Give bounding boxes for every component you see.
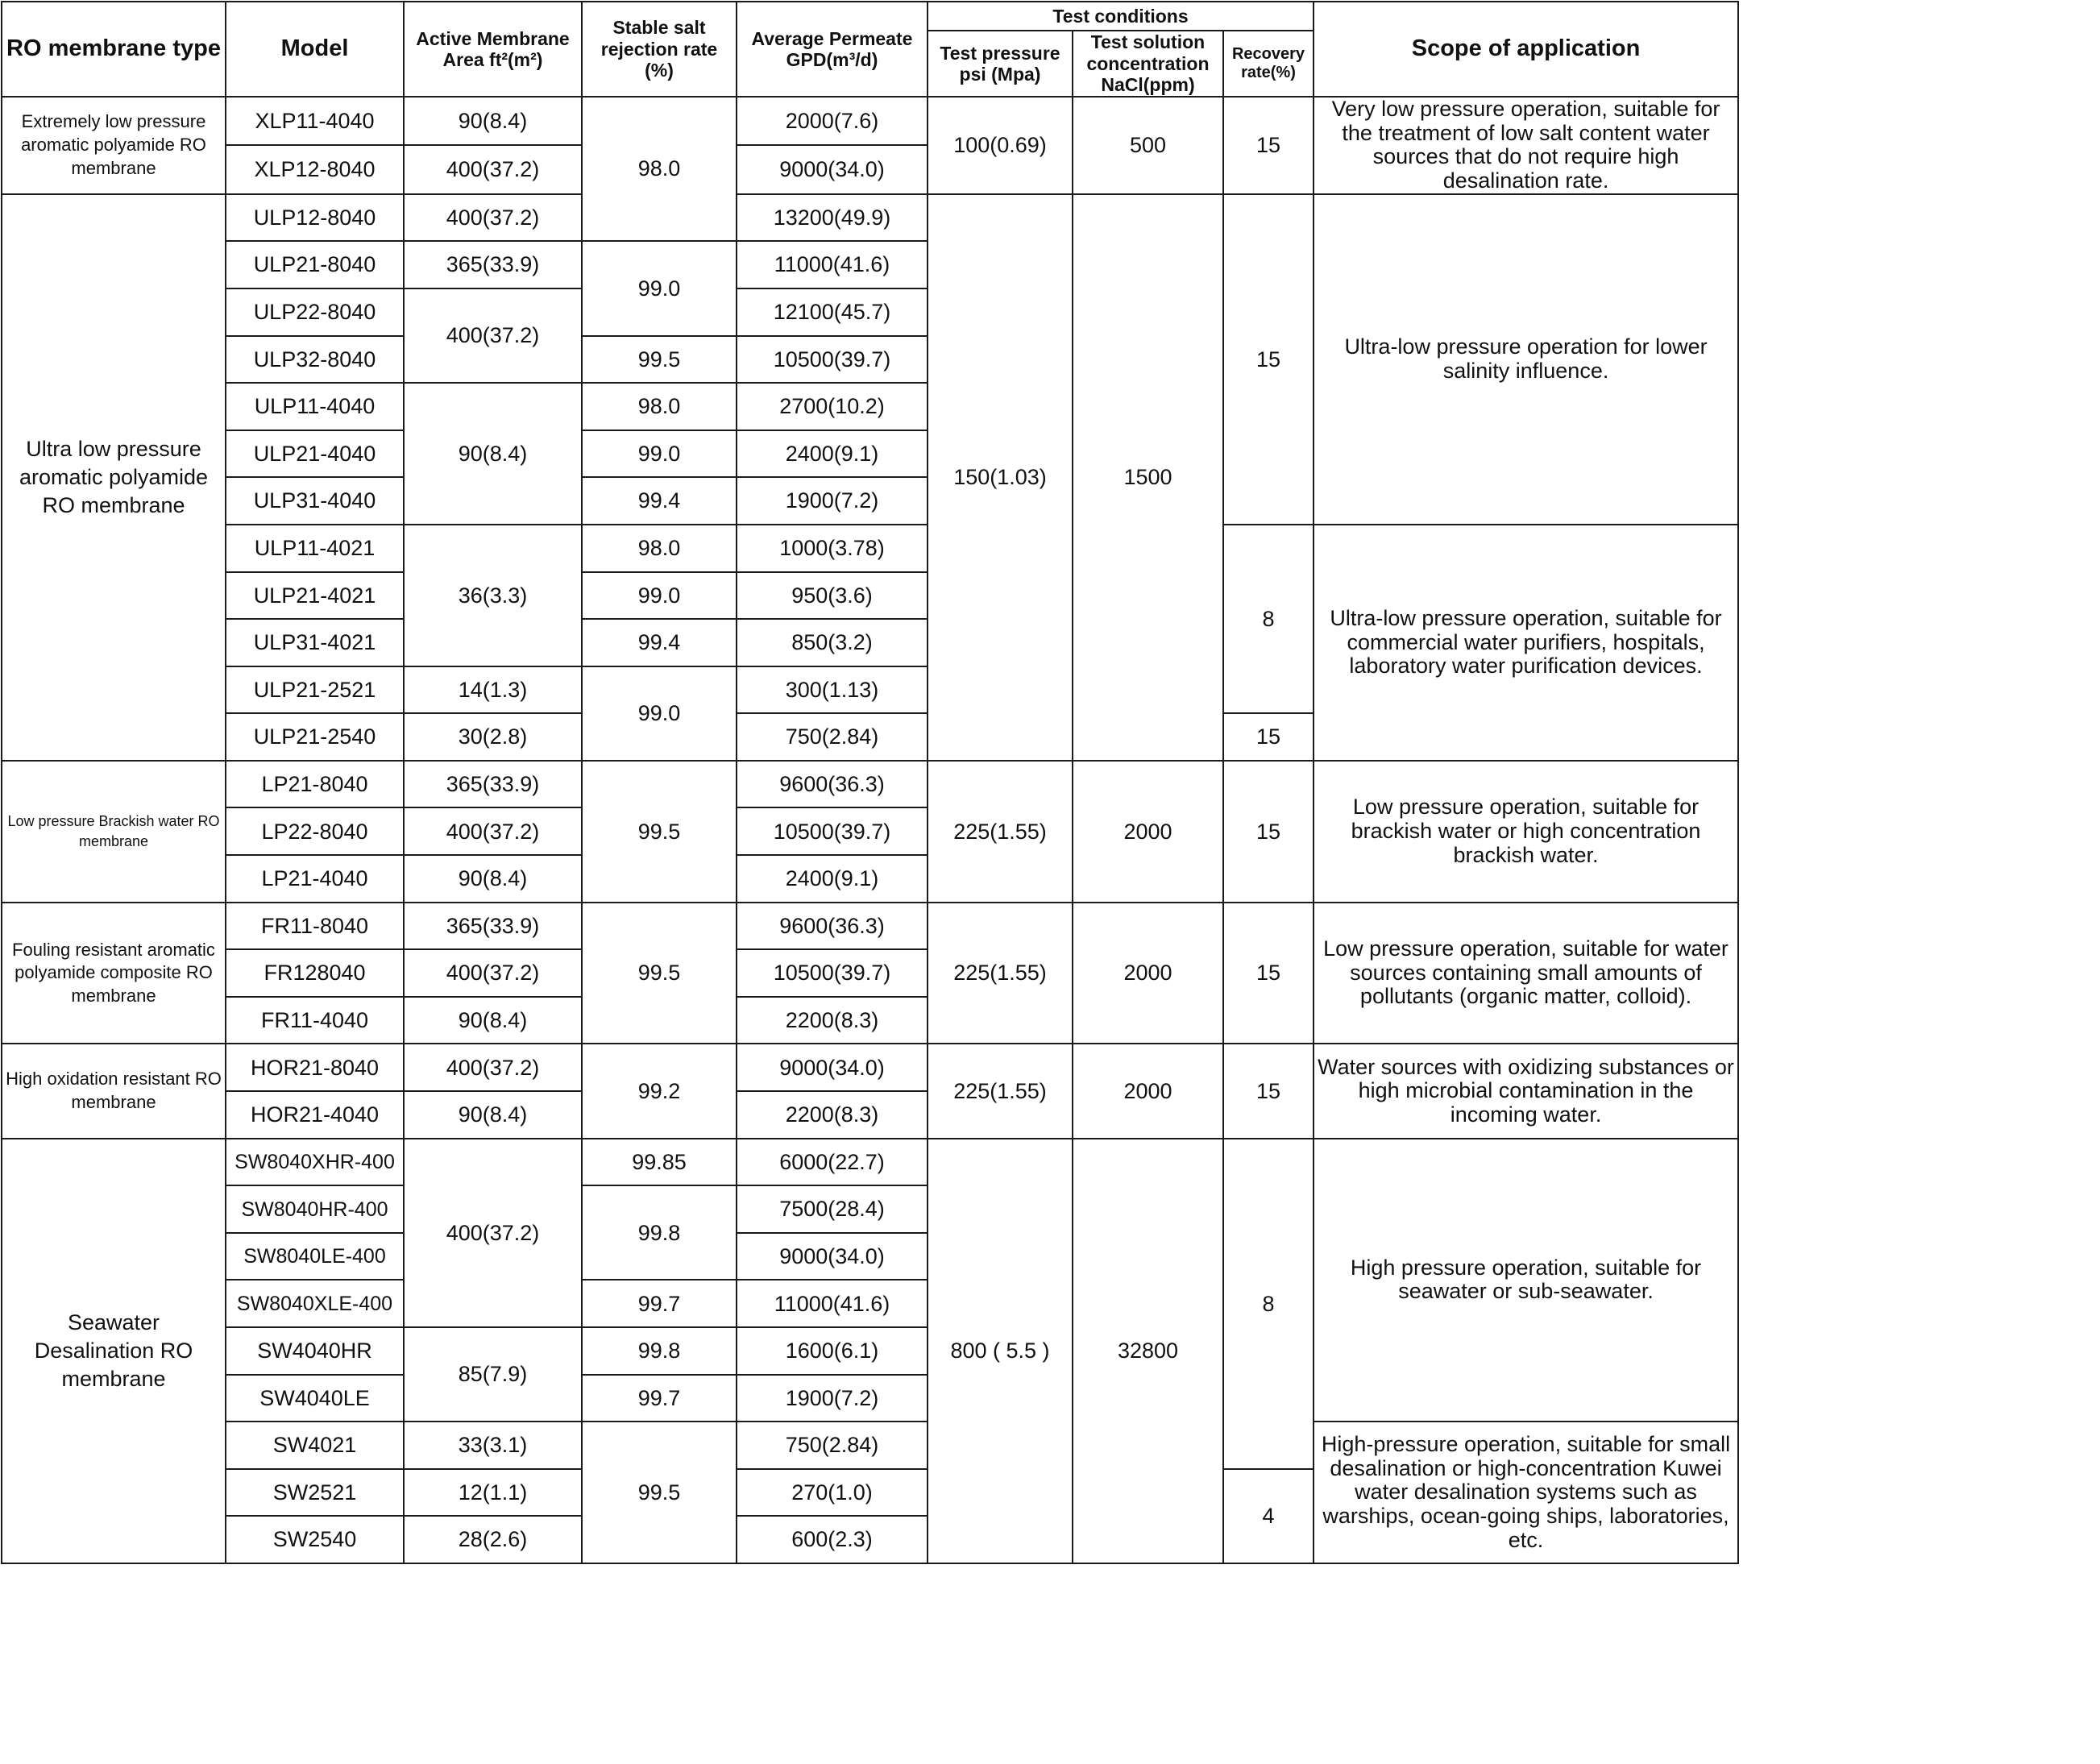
table-row — [2, 97, 1738, 145]
permeate-cell: 2400(9.1) — [737, 855, 928, 903]
rejection-cell: 98.0 — [582, 383, 737, 430]
model-cell: LP21-4040 — [226, 855, 404, 903]
model-cell: SW8040HR-400 — [226, 1185, 404, 1233]
rejection-cell: 99.8 — [582, 1327, 737, 1375]
permeate-cell: 1900(7.2) — [737, 477, 928, 525]
area-cell: 30(2.8) — [404, 713, 582, 761]
pressure-cell: 225(1.55) — [928, 903, 1073, 1044]
rejection-cell: 99.2 — [582, 1044, 737, 1138]
permeate-cell: 9600(36.3) — [737, 761, 928, 808]
area-cell: 400(37.2) — [404, 807, 582, 855]
concentration-cell: 1500 — [1073, 194, 1223, 761]
model-cell: FR11-8040 — [226, 903, 404, 950]
area-cell: 365(33.9) — [404, 903, 582, 950]
table-row — [2, 903, 1738, 950]
concentration-cell: 500 — [1073, 97, 1223, 194]
rejection-cell: 99.5 — [582, 903, 737, 1044]
header-area: Active Membrane Area ft²(m²) — [404, 2, 582, 97]
concentration-cell: 2000 — [1073, 1044, 1223, 1138]
model-cell: FR11-4040 — [226, 997, 404, 1044]
recovery-cell: 15 — [1223, 713, 1314, 761]
table-row — [2, 1422, 1738, 1469]
rejection-cell: 99.0 — [582, 241, 737, 335]
model-cell: SW4040HR — [226, 1327, 404, 1375]
area-cell: 28(2.6) — [404, 1516, 582, 1563]
model-cell: SW8040LE-400 — [226, 1233, 404, 1280]
rejection-cell: 99.85 — [582, 1139, 737, 1186]
rejection-cell: 99.7 — [582, 1280, 737, 1327]
model-cell: SW4040LE — [226, 1375, 404, 1422]
model-cell: LP21-8040 — [226, 761, 404, 808]
scope-cell: Low pressure operation, suitable for brackish water or high concentration brackish water. — [1314, 761, 1738, 903]
table-row — [2, 761, 1738, 808]
recovery-cell: 15 — [1223, 97, 1314, 194]
header-membrane-type: RO membrane type — [2, 2, 226, 97]
concentration-cell: 32800 — [1073, 1139, 1223, 1563]
permeate-cell: 850(3.2) — [737, 619, 928, 666]
scope-cell: High pressure operation, suitable for seawater or sub-seawater. — [1314, 1139, 1738, 1422]
rejection-cell: 99.4 — [582, 619, 737, 666]
model-cell: ULP11-4021 — [226, 525, 404, 572]
permeate-cell: 10500(39.7) — [737, 807, 928, 855]
header-scope: Scope of application — [1314, 2, 1738, 97]
area-cell: 400(37.2) — [404, 1044, 582, 1091]
model-cell: SW8040XLE-400 — [226, 1280, 404, 1327]
model-cell: FR128040 — [226, 949, 404, 997]
model-cell: ULP32-8040 — [226, 336, 404, 384]
permeate-cell: 300(1.13) — [737, 666, 928, 714]
permeate-cell: 950(3.6) — [737, 572, 928, 620]
rejection-cell: 99.0 — [582, 572, 737, 620]
permeate-cell: 2700(10.2) — [737, 383, 928, 430]
rejection-cell: 99.5 — [582, 336, 737, 384]
rejection-cell: 98.0 — [582, 97, 737, 241]
header-test-concentration: Test solution concentration NaCl(ppm) — [1073, 31, 1223, 97]
permeate-cell: 11000(41.6) — [737, 241, 928, 288]
area-cell: 36(3.3) — [404, 525, 582, 666]
permeate-cell: 9000(34.0) — [737, 1044, 928, 1091]
header-test-pressure: Test pressure psi (Mpa) — [928, 31, 1073, 97]
model-cell: ULP21-2521 — [226, 666, 404, 714]
permeate-cell: 2200(8.3) — [737, 1091, 928, 1139]
membrane-type-cell: Seawater Desalination RO membrane — [2, 1139, 226, 1563]
recovery-cell: 15 — [1223, 194, 1314, 525]
model-cell: ULP31-4040 — [226, 477, 404, 525]
membrane-type-cell: Low pressure Brackish water RO membrane — [2, 761, 226, 903]
table-row — [2, 1139, 1738, 1186]
recovery-cell: 8 — [1223, 525, 1314, 713]
model-cell: ULP31-4021 — [226, 619, 404, 666]
model-cell: SW4021 — [226, 1422, 404, 1469]
permeate-cell: 6000(22.7) — [737, 1139, 928, 1186]
permeate-cell: 2000(7.6) — [737, 97, 928, 145]
rejection-cell: 99.5 — [582, 1422, 737, 1563]
rejection-cell: 99.5 — [582, 761, 737, 903]
recovery-cell: 15 — [1223, 1044, 1314, 1138]
area-cell: 90(8.4) — [404, 1091, 582, 1139]
scope-cell: Ultra-low pressure operation for lower salinity influence. — [1314, 194, 1738, 525]
model-cell: SW2540 — [226, 1516, 404, 1563]
table-row — [2, 194, 1738, 242]
area-cell: 90(8.4) — [404, 97, 582, 145]
permeate-cell: 7500(28.4) — [737, 1185, 928, 1233]
permeate-cell: 10500(39.7) — [737, 336, 928, 384]
concentration-cell: 2000 — [1073, 761, 1223, 903]
header-permeate: Average Permeate GPD(m³/d) — [737, 2, 928, 97]
scope-cell: Ultra-low pressure operation, suitable for commercial water purifiers, hospitals, laboratory water purification devices. — [1314, 525, 1738, 761]
pressure-cell: 800 ( 5.5 ) — [928, 1139, 1073, 1563]
rejection-cell: 99.0 — [582, 430, 737, 478]
area-cell: 365(33.9) — [404, 761, 582, 808]
area-cell: 85(7.9) — [404, 1327, 582, 1422]
header-recovery-rate: Recovery rate(%) — [1223, 31, 1314, 97]
area-cell: 90(8.4) — [404, 855, 582, 903]
permeate-cell: 1900(7.2) — [737, 1375, 928, 1422]
permeate-cell: 2400(9.1) — [737, 430, 928, 478]
membrane-type-cell: Extremely low pressure aromatic polyamide RO membrane — [2, 97, 226, 194]
recovery-cell: 15 — [1223, 903, 1314, 1044]
model-cell: SW2521 — [226, 1469, 404, 1517]
scope-cell: Water sources with oxidizing substances or high microbial contamination in the incoming water. — [1314, 1044, 1738, 1138]
model-cell: ULP22-8040 — [226, 288, 404, 336]
permeate-cell: 2200(8.3) — [737, 997, 928, 1044]
scope-cell: High-pressure operation, suitable for small desalination or high-concentration Kuwei water desalination systems such as warships, ocean-going ships, laboratories, etc. — [1314, 1422, 1738, 1563]
area-cell: 33(3.1) — [404, 1422, 582, 1469]
model-cell: LP22-8040 — [226, 807, 404, 855]
model-cell: ULP21-8040 — [226, 241, 404, 288]
permeate-cell: 9600(36.3) — [737, 903, 928, 950]
rejection-cell: 99.4 — [582, 477, 737, 525]
concentration-cell: 2000 — [1073, 903, 1223, 1044]
recovery-cell: 15 — [1223, 761, 1314, 903]
header-test-conditions: Test conditions — [928, 2, 1314, 31]
pressure-cell: 150(1.03) — [928, 194, 1073, 761]
permeate-cell: 270(1.0) — [737, 1469, 928, 1517]
rejection-cell: 99.0 — [582, 666, 737, 761]
model-cell: HOR21-4040 — [226, 1091, 404, 1139]
permeate-cell: 600(2.3) — [737, 1516, 928, 1563]
membrane-type-cell: Ultra low pressure aromatic polyamide RO membrane — [2, 194, 226, 761]
model-cell: SW8040XHR-400 — [226, 1139, 404, 1186]
permeate-cell: 750(2.84) — [737, 1422, 928, 1469]
permeate-cell: 10500(39.7) — [737, 949, 928, 997]
rejection-cell: 99.7 — [582, 1375, 737, 1422]
header-model: Model — [226, 2, 404, 97]
ro-membrane-spec-table — [1, 1, 1739, 1564]
permeate-cell: 750(2.84) — [737, 713, 928, 761]
model-cell: ULP21-2540 — [226, 713, 404, 761]
rejection-cell: 98.0 — [582, 525, 737, 572]
membrane-type-cell: High oxidation resistant RO membrane — [2, 1044, 226, 1138]
pressure-cell: 100(0.69) — [928, 97, 1073, 194]
permeate-cell: 9000(34.0) — [737, 145, 928, 193]
header-rejection: Stable salt rejection rate (%) — [582, 2, 737, 97]
area-cell: 400(37.2) — [404, 288, 582, 383]
table-row — [2, 1044, 1738, 1091]
area-cell: 400(37.2) — [404, 949, 582, 997]
model-cell: XLP11-4040 — [226, 97, 404, 145]
area-cell: 90(8.4) — [404, 383, 582, 525]
recovery-cell: 8 — [1223, 1139, 1314, 1469]
area-cell: 14(1.3) — [404, 666, 582, 714]
permeate-cell: 13200(49.9) — [737, 194, 928, 242]
area-cell: 400(37.2) — [404, 145, 582, 193]
permeate-cell: 1600(6.1) — [737, 1327, 928, 1375]
membrane-type-cell: Fouling resistant aromatic polyamide composite RO membrane — [2, 903, 226, 1044]
model-cell: HOR21-8040 — [226, 1044, 404, 1091]
area-cell: 12(1.1) — [404, 1469, 582, 1517]
scope-cell: Low pressure operation, suitable for water sources containing small amounts of pollutants (organic matter, colloid). — [1314, 903, 1738, 1044]
area-cell: 400(37.2) — [404, 194, 582, 242]
permeate-cell: 9000(34.0) — [737, 1233, 928, 1280]
pressure-cell: 225(1.55) — [928, 761, 1073, 903]
rejection-cell: 99.8 — [582, 1185, 737, 1280]
model-cell: XLP12-8040 — [226, 145, 404, 193]
area-cell: 365(33.9) — [404, 241, 582, 288]
permeate-cell: 11000(41.6) — [737, 1280, 928, 1327]
table-row — [2, 525, 1738, 572]
pressure-cell: 225(1.55) — [928, 1044, 1073, 1138]
model-cell: ULP11-4040 — [226, 383, 404, 430]
permeate-cell: 12100(45.7) — [737, 288, 928, 336]
scope-cell: Very low pressure operation, suitable for the treatment of low salt content water sources that do not require high desalination rate. — [1314, 97, 1738, 194]
permeate-cell: 1000(3.78) — [737, 525, 928, 572]
model-cell: ULP21-4040 — [226, 430, 404, 478]
area-cell: 400(37.2) — [404, 1139, 582, 1327]
model-cell: ULP21-4021 — [226, 572, 404, 620]
area-cell: 90(8.4) — [404, 997, 582, 1044]
model-cell: ULP12-8040 — [226, 194, 404, 242]
recovery-cell: 4 — [1223, 1469, 1314, 1563]
